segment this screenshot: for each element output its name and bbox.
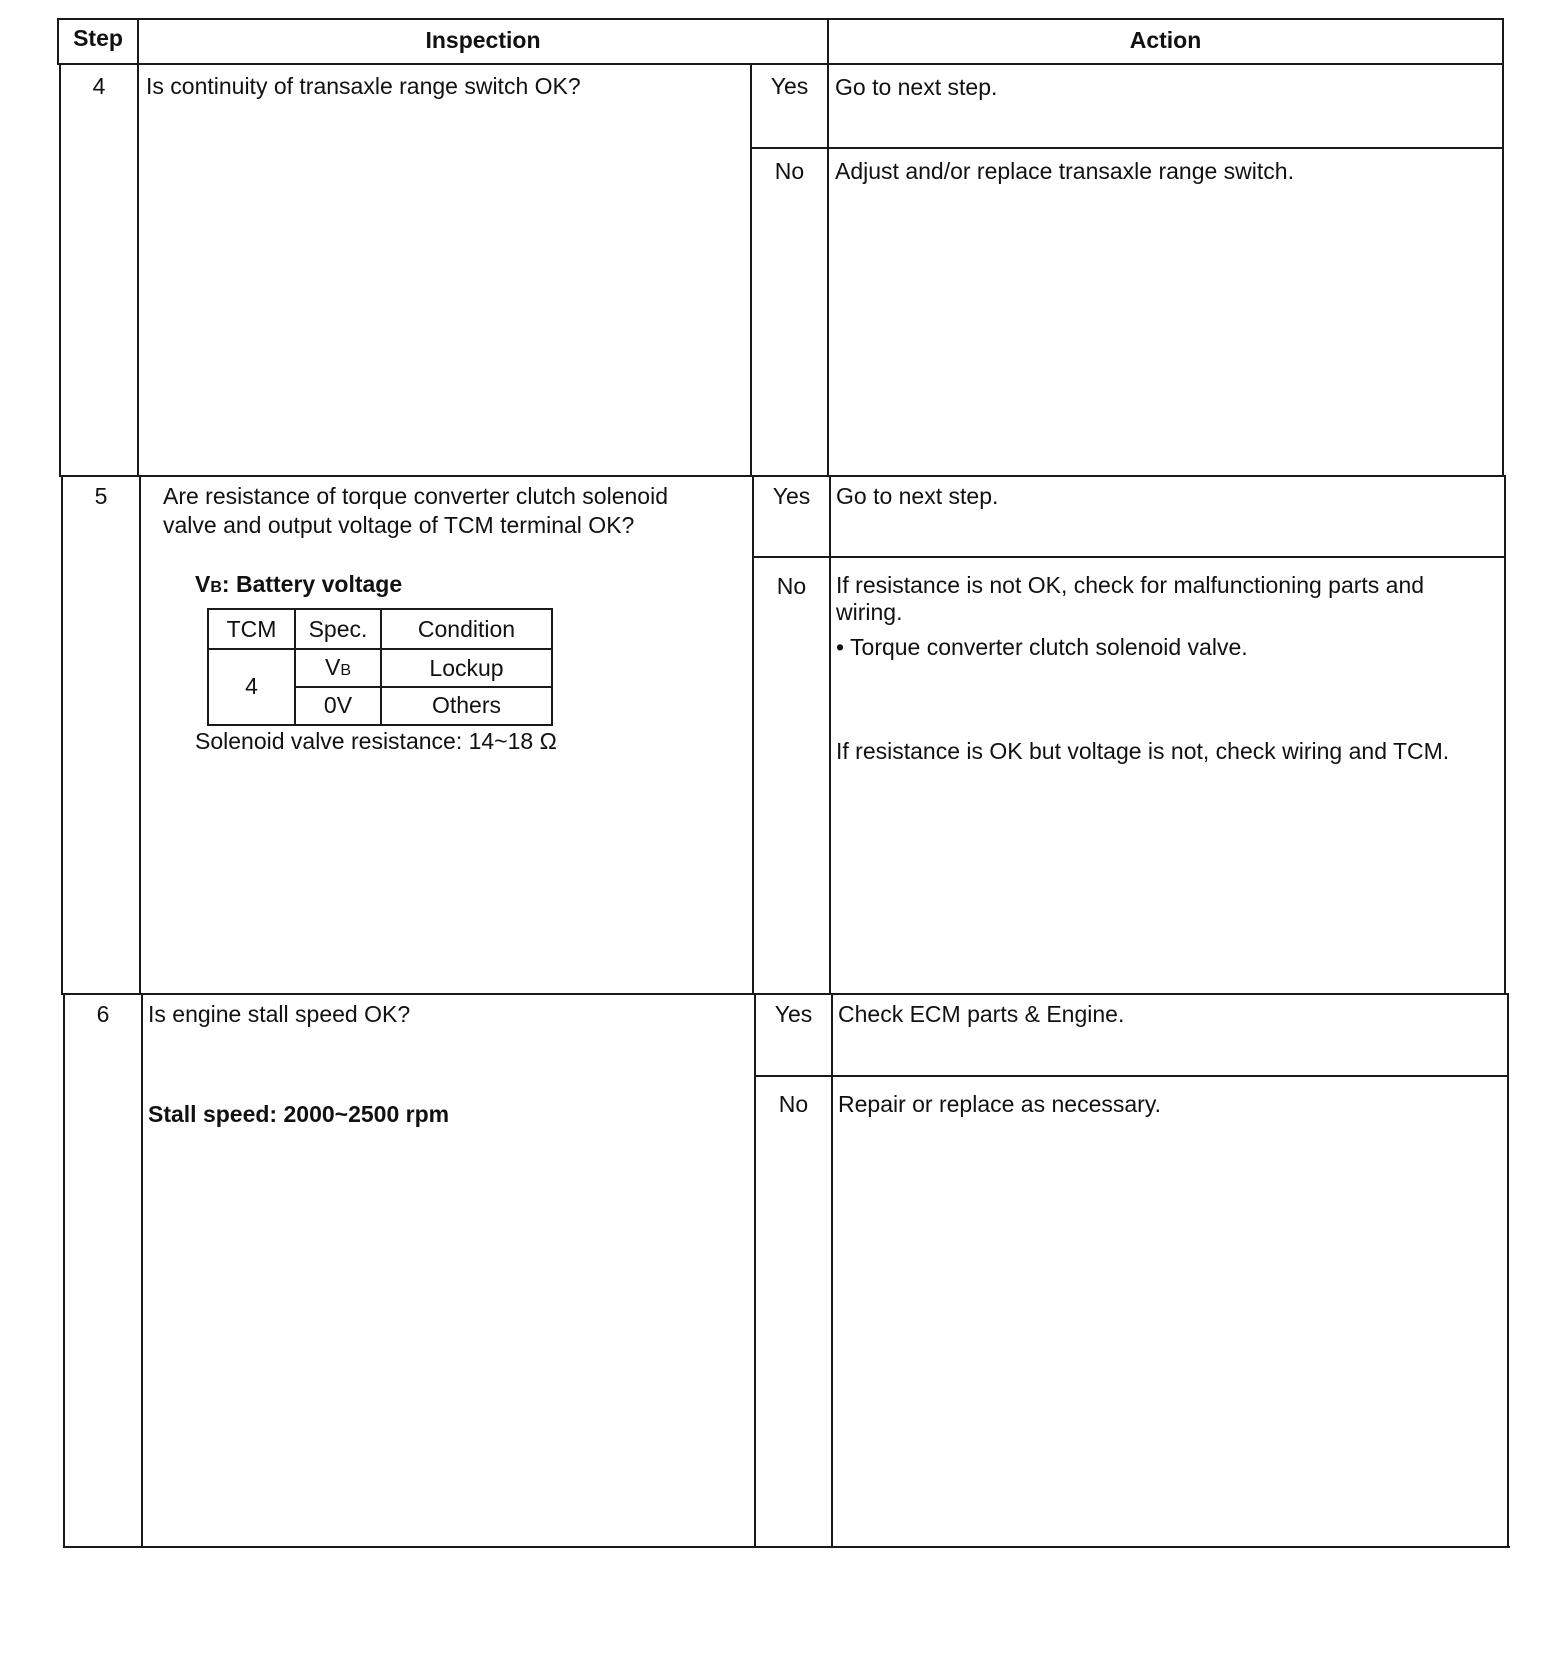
table-border-top: [57, 18, 1504, 20]
table-border-right: [1504, 475, 1506, 995]
inspection-step4: Is continuity of transaxle range switch OK?: [146, 73, 581, 99]
yes-action-step5: Go to next step.: [836, 483, 999, 509]
resistance-note: Solenoid valve resistance: 14~18 Ω: [195, 728, 557, 754]
yes-no-divider-step5: [752, 556, 1506, 558]
row-divider-4-5: [60, 475, 1506, 477]
header-action: Action: [1129, 27, 1202, 53]
inspection-step5-line2: valve and output voltage of TCM terminal OK?: [163, 512, 635, 538]
yes-label-step5: Yes: [772, 483, 811, 509]
spec-value: VB: [324, 654, 351, 680]
stall-speed-note: Stall speed: 2000~2500 rpm: [148, 1101, 450, 1127]
action-column-divider: [827, 18, 829, 477]
yes-action-step4: Go to next step.: [835, 74, 998, 100]
no-label-step4: No: [774, 158, 805, 184]
condition-header: Condition: [417, 616, 516, 642]
header-divider: [57, 63, 1504, 65]
tcm-terminal: 4: [245, 673, 258, 699]
inspection-step5-line1: Are resistance of torque converter clutch solenoid: [163, 483, 668, 509]
table-border-left: [61, 475, 63, 995]
yes-no-divider-step6: [754, 1075, 1509, 1077]
action-column-divider: [829, 475, 831, 995]
no-label-step5: No: [776, 573, 807, 599]
inspection-step6: Is engine stall speed OK?: [148, 1001, 411, 1027]
spec-value: 0V: [323, 692, 353, 718]
vb-note: VB: Battery voltage: [195, 571, 403, 597]
tcm-header: TCM: [226, 616, 277, 642]
no-action-step4: Adjust and/or replace transaxle range switch.: [835, 158, 1294, 184]
yes-label-step4: Yes: [770, 73, 809, 99]
no-label-step6: No: [778, 1091, 809, 1117]
spec-header: Spec.: [308, 616, 368, 642]
step-number-5: 5: [94, 483, 108, 509]
condition-value: Lockup: [429, 655, 504, 681]
header-inspection: Inspection: [425, 27, 541, 53]
table-border-right: [1502, 18, 1504, 477]
condition-value: Others: [431, 692, 502, 718]
step-number-6: 6: [96, 1001, 110, 1027]
yes-no-divider-step4: [750, 147, 1504, 149]
no-action-step5-voltage: If resistance is OK but voltage is not, check wiring and TCM.: [836, 738, 1450, 764]
step-column-divider: [141, 993, 143, 1548]
no-action-step5-line2: wiring.: [836, 599, 903, 625]
table-border-left: [63, 993, 65, 1548]
yesno-column-divider: [750, 63, 752, 477]
step-column-divider: [139, 475, 141, 995]
step-column-divider: [137, 18, 139, 477]
header-step: Step: [73, 25, 123, 51]
table-border-left: [59, 63, 61, 477]
no-action-step5-line1: If resistance is not OK, check for malfunctioning parts and: [836, 572, 1425, 598]
table-border-bottom: [64, 1546, 1510, 1548]
tcm-spec-table: [207, 608, 553, 726]
yesno-column-divider: [752, 475, 754, 995]
no-action-step6: Repair or replace as necessary.: [838, 1091, 1161, 1117]
no-action-step5-bullet: • Torque converter clutch solenoid valve.: [836, 634, 1248, 660]
yes-action-step6: Check ECM parts & Engine.: [838, 1001, 1125, 1027]
step-number-4: 4: [92, 73, 106, 99]
yes-label-step6: Yes: [774, 1001, 813, 1027]
row-divider-5-6: [62, 993, 1509, 995]
